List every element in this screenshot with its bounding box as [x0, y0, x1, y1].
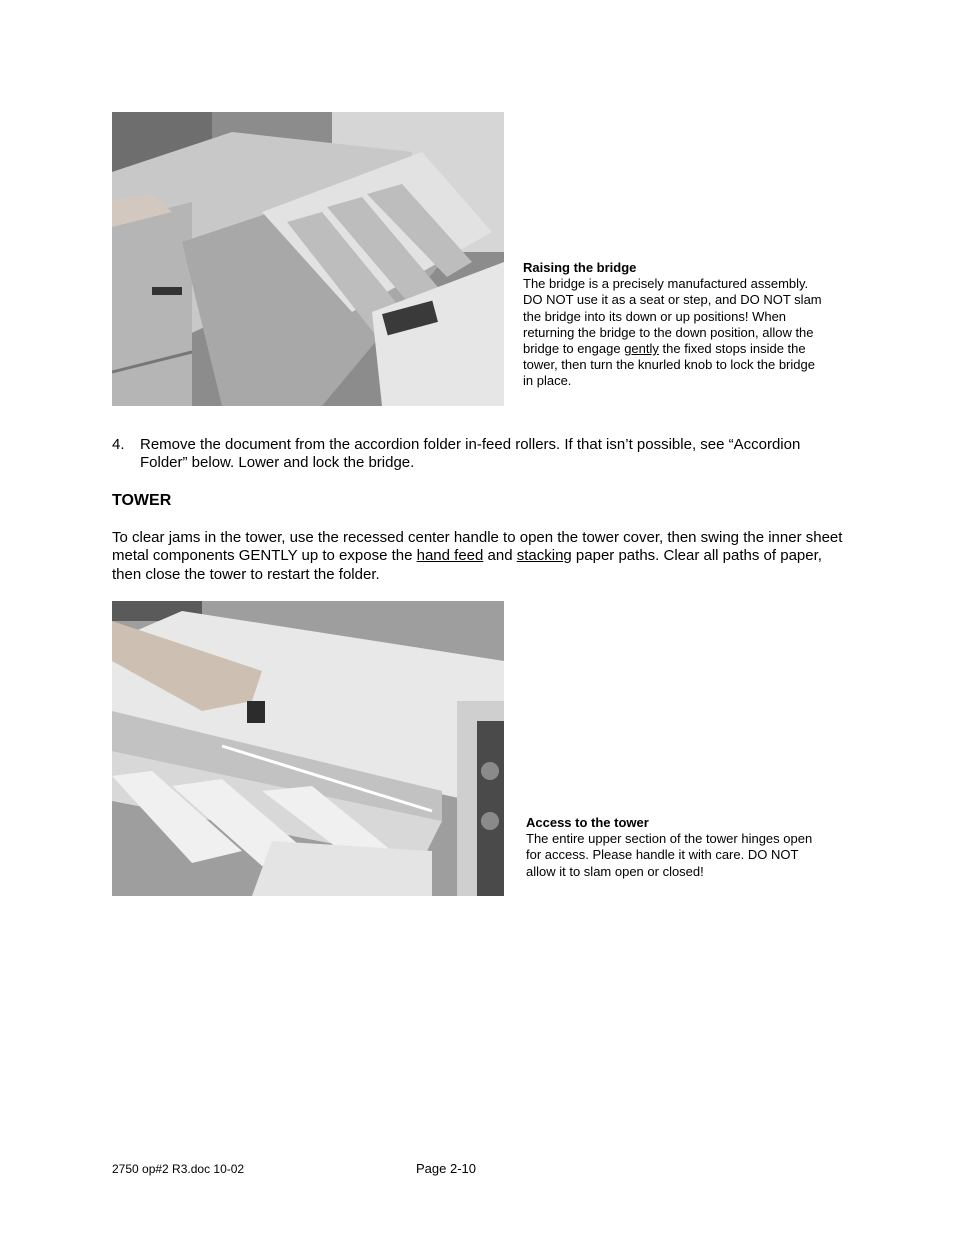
bridge-photo-drawing [112, 112, 504, 406]
step-4 [112, 436, 842, 473]
tower-photo [112, 601, 504, 896]
bridge-caption-text-b: the fixed stops inside the tower, then turn the knurled knob to lock the bridge in place. [523, 341, 815, 389]
bridge-photo [112, 112, 504, 406]
step-4-number: 4. [112, 436, 125, 453]
bridge-caption-text-a: The bridge is a precisely manufactured assembly. DO NOT use it as a seat or step, and DO NOT slam the bridge into its down or up positions! When returning the bridge to the down position, allow the bridge to engage [523, 276, 822, 357]
footer-doc-id: 2750 op#2 R3.doc 10-02 [112, 1162, 245, 1176]
tower-text-a: To clear jams in the tower, use the recessed center handle to open the tower cover, then swing the inner sheet metal components GENTLY up to expose the [112, 529, 843, 565]
bridge-caption-title: Raising the bridge [523, 260, 637, 275]
tower-paragraph [112, 529, 847, 584]
tower-heading: TOWER [112, 492, 172, 509]
hand-feed-link: hand feed [416, 547, 484, 565]
tower-caption [526, 815, 826, 880]
bridge-caption [523, 260, 823, 390]
tower-photo-drawing [112, 601, 504, 896]
tower-text-b: and [483, 547, 517, 565]
tower-text-c: paper paths. Clear all paths of paper, then close the tower to restart the folder. [112, 547, 822, 583]
tower-caption-title: Access to the tower [526, 815, 649, 830]
step-4-text: Remove the document from the accordion folder in-feed rollers. If that isn’t possible, see “Accordion Folder” below. Lower and lock the bridge. [140, 436, 801, 472]
stacking-link: stacking [516, 547, 572, 565]
footer-page-number: Page 2-10 [416, 1161, 476, 1176]
bridge-caption-gently: gently [624, 341, 659, 357]
tower-caption-text: The entire upper section of the tower hinges open for access. Please handle it with care. DO NOT allow it to slam open or closed! [526, 831, 813, 879]
